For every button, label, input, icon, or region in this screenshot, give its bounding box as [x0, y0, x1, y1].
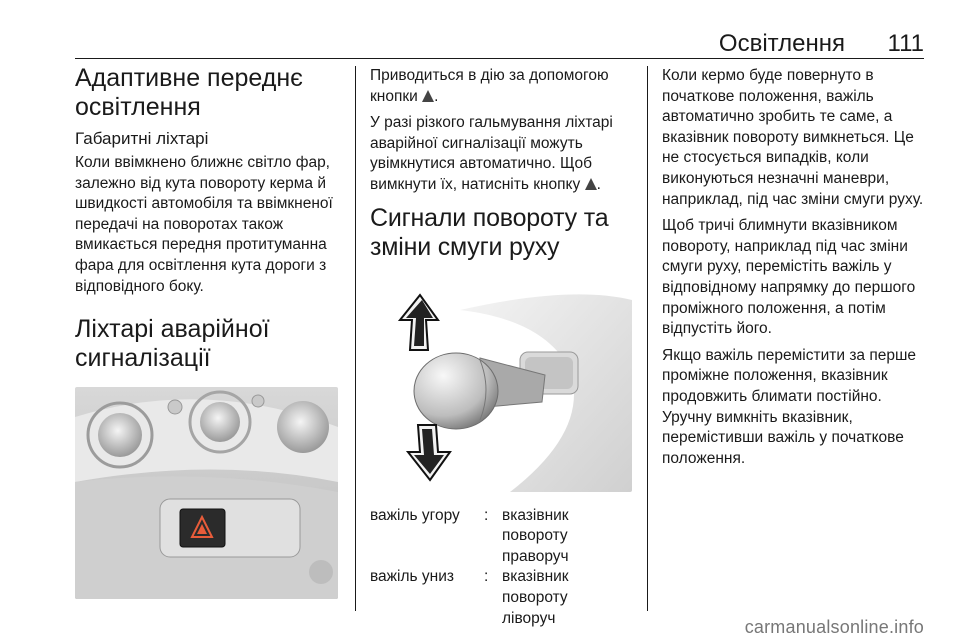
turn-signal-stalk-photo — [370, 280, 632, 492]
column-right — [662, 60, 932, 475]
header-rule — [75, 58, 924, 59]
heading-adaptive-lighting: Адаптивне переднє освітлення — [75, 64, 303, 121]
paragraph-stalk-return: Коли кермо буде повернуто в початкове положення, важіль автоматично зробить те саме, а вказівник повороту вимкнеться. Це не стосується випадків, коли виконуються незначні маневри, наприклад, під час зміни смуги руху. — [662, 67, 924, 208]
page-header — [0, 30, 960, 56]
legend-key: важіль угору — [370, 506, 460, 524]
legend-value: вказівник повороту ліворуч — [502, 568, 569, 627]
column-divider — [647, 66, 648, 611]
paragraph-continuous-blink: Якщо важіль перемістити за перше проміжне положення, вказівник продовжить блимати постійно. Уручну вимкніть вказівник, перемістивши важіль у початкове положення. — [662, 346, 917, 467]
legend-value: вказівник повороту праворуч — [502, 506, 569, 565]
legend-key: важіль униз — [370, 568, 454, 586]
column-middle — [370, 60, 638, 629]
column-divider — [355, 66, 356, 611]
section-title: Освітлення — [718, 30, 845, 57]
site-watermark: carmanualsonline.info — [744, 617, 924, 637]
hazard-icon — [585, 178, 597, 190]
stalk-legend — [370, 506, 638, 630]
hazard-icon — [422, 90, 434, 102]
legend-row: важіль угору : вказівник повороту праворуч — [370, 506, 638, 568]
heading-turn-signals: Сигнали повороту та зміни смуги руху — [370, 203, 609, 261]
paragraph-triple-blink: Щоб тричі блимнути вказівником повороту, наприклад під час зміни смуги руху, перемістіть важіль у відповідному напрямку до першого проміжного положення, а потім відпустіть його. — [662, 217, 916, 338]
paragraph-adaptive-lighting: Коли ввімкнено ближнє світло фар, залежно від кута повороту керма й швидкості автомобіля та ввімкненої передачі на поворотах також вмикається передня протитуманна фара для освітлення кута дороги з відповідного боку. — [75, 154, 333, 295]
legend-row: важіль униз : вказівник повороту ліворуч — [370, 567, 638, 629]
paragraph-auto-hazard: У разі різкого гальмування ліхтарі аварійної сигналізації можуть увімкнутися автоматично. Щоб вимкнути їх, натисніть кнопку . — [370, 114, 613, 193]
paragraph-hazard-activation: Приводиться в дію за допомогою кнопки . — [370, 67, 609, 105]
heading-hazard-lights: Ліхтарі аварійної сигналізації — [75, 315, 270, 373]
hazard-button-photo — [75, 387, 338, 599]
page-number: 111 — [887, 30, 924, 57]
column-left — [75, 60, 345, 599]
subheading-side-lights: Габаритні ліхтарі — [75, 129, 209, 148]
